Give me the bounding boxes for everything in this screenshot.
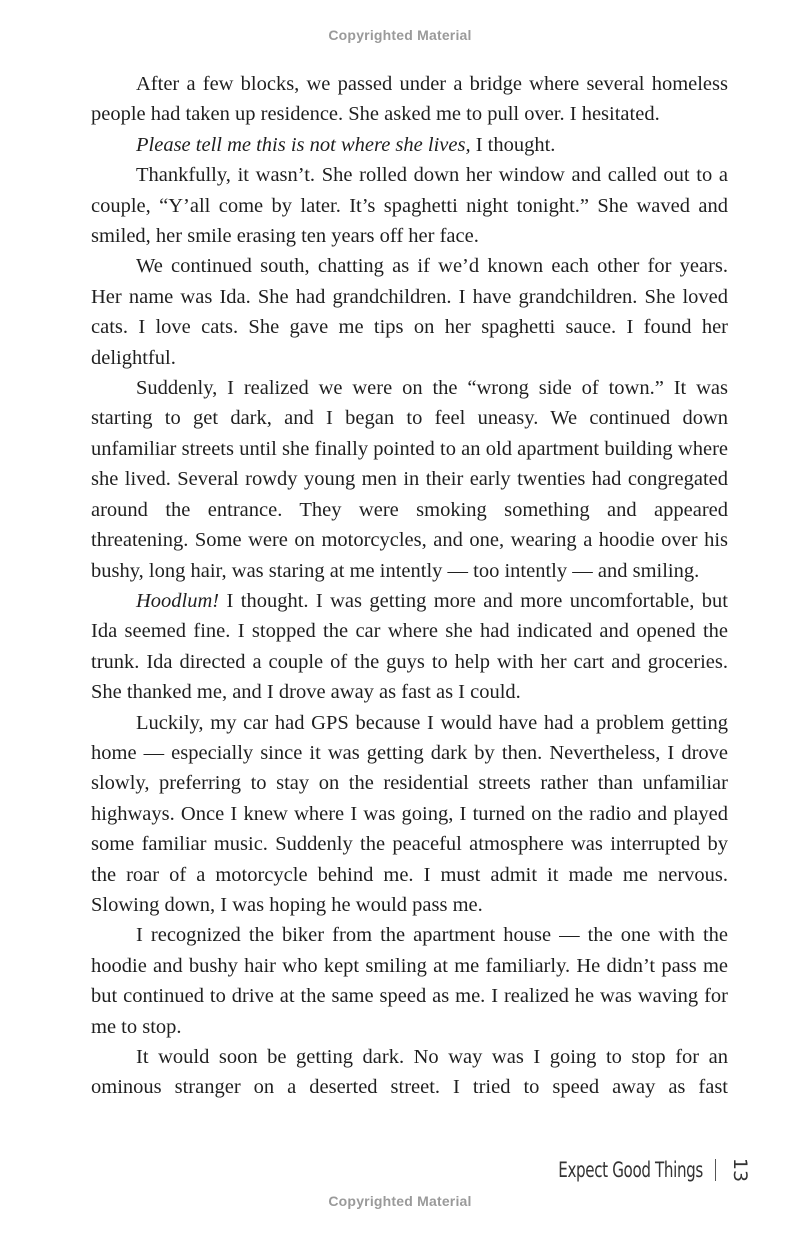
footer-divider <box>715 1159 716 1181</box>
italic-thought: Please tell me this is not where she lives, <box>136 133 471 156</box>
paragraph-6 <box>91 586 728 708</box>
paragraph-3: Thankfully, it wasn’t. She rolled down her window and called out to a couple, “Y’all come by later. It’s spaghetti night tonight.” She waved and smiled, her smile erasing ten years off her face. <box>91 164 728 248</box>
paragraph-9: It would soon be getting dark. No way was I going to stop for an ominous stranger on a deserted street. I tried to speed away as fast <box>91 1046 728 1099</box>
paragraph-5: Suddenly, I realized we were on the “wrong side of town.” It was starting to get dark, and I began to feel uneasy. We continued down unfamiliar streets until she finally pointed to an old apartment building where she lived. Several rowdy young men in their early twenties had congregated around the entrance. They were smoking something and appeared threatening. Some were on motorcycles, and one, wearing a hoodie over his bushy, long hair, was staring at me intently — too intently — and smiling. <box>91 377 728 582</box>
copyright-watermark-bottom: Copyrighted Material <box>328 1193 472 1209</box>
page-footer <box>502 1158 752 1182</box>
paragraph-4: We continued south, chatting as if we’d known each other for years. Her name was Ida. She had grandchildren. I have grandchildren. She loved cats. I love cats. She gave me tips on her spaghetti sauce. I found her delightful. <box>91 255 728 369</box>
paragraph-7: Luckily, my car had GPS because I would have had a problem getting home — especially since it was getting dark by then. Nevertheless, I drove slowly, preferring to stay on the residential streets rather than unfamiliar highways. Once I knew where I was going, I turned on the radio and played some familiar music. Suddenly the peaceful atmosphere was interrupted by the roar of a motorcycle behind me. I must admit it made me nervous. Slowing down, I was hoping he would pass me. <box>91 711 728 916</box>
paragraph-1: After a few blocks, we passed under a bridge where several homeless people had taken up residence. She asked me to pull over. I hesitated. <box>91 73 728 126</box>
running-title: Expect Good Things <box>558 1158 703 1182</box>
paragraph-8: I recognized the biker from the apartment house — the one with the hoodie and bushy hair who kept smiling at me familiarly. He didn’t pass me but continued to drive at the same speed as me. I realized he was waving for me to stop. <box>91 924 728 1038</box>
page-body <box>91 69 728 1103</box>
paragraph-6-text: I thought. I was getting more and more uncomfortable, but Ida seemed fine. I stopped the car where she had indicated and opened the trunk. Ida directed a couple of the guys to help with her cart and groceries. She thanked me, and I drove away as fast as I could. <box>91 589 728 704</box>
paragraph-2 <box>91 130 728 160</box>
page-number: 13 <box>728 1157 751 1183</box>
copyright-watermark-top: Copyrighted Material <box>328 27 472 43</box>
italic-hoodlum: Hoodlum! <box>136 589 220 612</box>
paragraph-2-text: I thought. <box>470 133 556 156</box>
